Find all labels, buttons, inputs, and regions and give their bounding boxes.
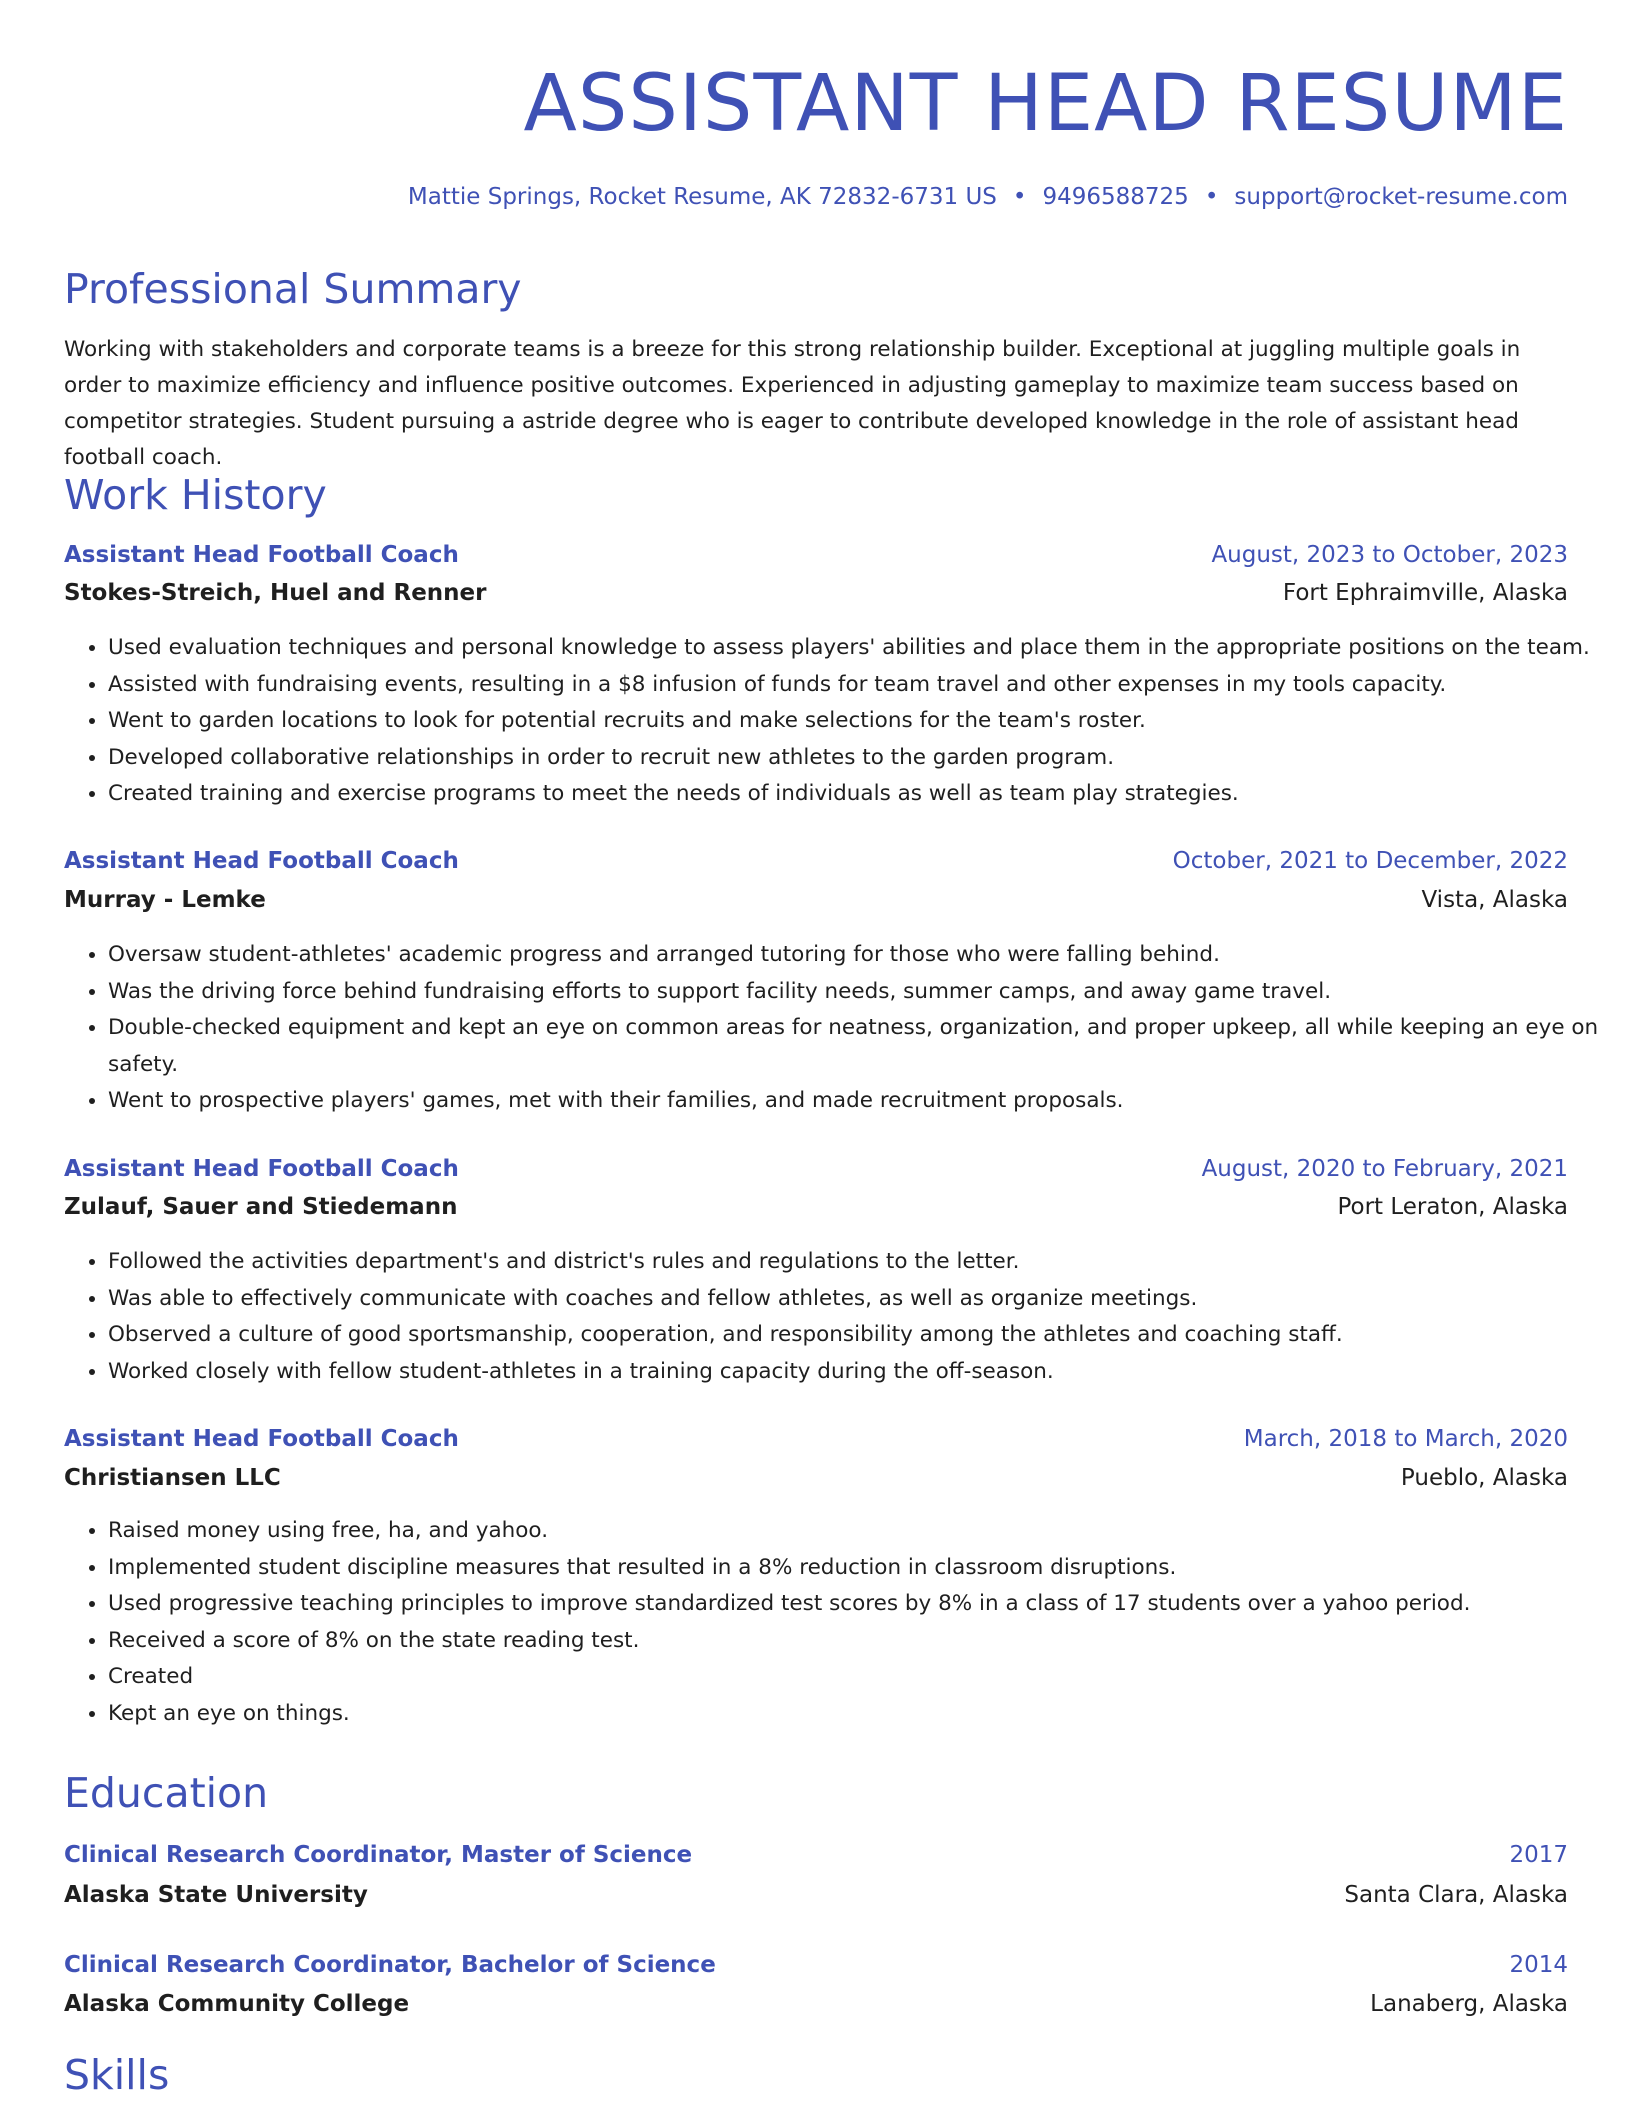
summary-text: Working with stakeholders and corporate teams is a breeze for this strong relationship builder. Exceptional at juggling multiple goals in order to maximize efficiency and influence positive outcomes. Experienced in adjusting gameplay to maximize team success based on competitor strategies. Student pursuing a astride degree who is eager to contribute developed knowledge in the role of assistant head football coach. [64, 337, 1521, 470]
list-item: • Assisted with fundraising events, resulting in a $8 infusion of funds for team travel and other expenses in my tools capacity. [108, 667, 1612, 704]
list-item: • Developed collaborative relationships in order to recruit new athletes to the garden program. [108, 740, 1612, 777]
job-title: Assistant Head Football Coach [64, 1426, 459, 1452]
job-title: Assistant Head Football Coach [64, 542, 459, 568]
job-company-row [64, 883, 1568, 917]
education-school-row [64, 1987, 1568, 2021]
education-location: Santa Clara, Alaska [1344, 1882, 1568, 1908]
list-item: • Went to prospective players' games, met with their families, and made recruitment proposals. [108, 1083, 1612, 1120]
section-title-work: Work History [64, 471, 327, 519]
list-item: • Worked closely with fellow student-athletes in a training capacity during the off-season. [108, 1354, 1612, 1391]
job-company: Christiansen LLC [64, 1465, 281, 1491]
job-location: Fort Ephraimville, Alaska [1282, 580, 1568, 606]
job-company-row [64, 1190, 1568, 1224]
job-location: Port Leraton, Alaska [1337, 1194, 1568, 1220]
education-header [64, 1948, 1568, 1982]
list-item: • Oversaw student-athletes' academic progress and arranged tutoring for those who were falling behind. [108, 937, 1612, 974]
education-degree: Clinical Research Coordinator, Bachelor of Science [64, 1952, 716, 1978]
job-header [64, 1152, 1568, 1186]
job-bullets [64, 1513, 1612, 1732]
job-dates: October, 2021 to December, 2022 [1172, 848, 1568, 874]
list-item: • Created [108, 1659, 1612, 1696]
section-title-skills: Skills [64, 2051, 170, 2099]
education-year: 2017 [1509, 1842, 1568, 1868]
job-title: Assistant Head Football Coach [64, 1156, 459, 1182]
list-item: • Went to garden locations to look for potential recruits and make selections for the team's roster. [108, 703, 1612, 740]
job-dates: August, 2023 to October, 2023 [1211, 542, 1568, 568]
job-company: Murray - Lemke [64, 887, 266, 913]
education-header [64, 1838, 1568, 1872]
contact-phone: 9496588725 [1042, 184, 1189, 210]
list-item: • Double-checked equipment and kept an eye on common areas for neatness, organization, and proper upkeep, all while keeping an eye on safety. [108, 1010, 1612, 1083]
job-location: Vista, Alaska [1421, 887, 1568, 913]
job-dates: August, 2020 to February, 2021 [1201, 1156, 1568, 1182]
list-item: • Created training and exercise programs to meet the needs of individuals as well as team play strategies. [108, 776, 1612, 813]
education-school: Alaska Community College [64, 1991, 410, 2017]
job-header [64, 844, 1568, 878]
job-company: Stokes-Streich, Huel and Renner [64, 580, 487, 606]
section-title-education: Education [64, 1769, 269, 1817]
contact-separator: • [1012, 184, 1027, 210]
resume-name: ASSISTANT HEAD RESUME [523, 59, 1568, 149]
list-item: • Implemented student discipline measures that resulted in a 8% reduction in classroom disruptions. [108, 1550, 1612, 1587]
education-degree: Clinical Research Coordinator, Master of Science [64, 1842, 693, 1868]
job-company-row [64, 1461, 1568, 1495]
list-item: • Observed a culture of good sportsmanship, cooperation, and responsibility among the athletes and coaching staff. [108, 1317, 1612, 1354]
job-bullets [64, 1244, 1612, 1390]
contact-email: support@rocket-resume.com [1234, 184, 1568, 210]
job-location: Pueblo, Alaska [1400, 1465, 1568, 1491]
list-item: • Raised money using free, ha, and yahoo. [108, 1513, 1612, 1550]
job-title: Assistant Head Football Coach [64, 848, 459, 874]
list-item: • Followed the activities department's and district's rules and regulations to the letter. [108, 1244, 1612, 1281]
job-bullets [64, 630, 1612, 813]
list-item: • Was the driving force behind fundraising efforts to support facility needs, summer camps, and away game travel. [108, 974, 1612, 1011]
list-item: • Kept an eye on things. [108, 1696, 1612, 1733]
education-location: Lanaberg, Alaska [1370, 1991, 1568, 2017]
job-company: Zulauf, Sauer and Stiedemann [64, 1194, 458, 1220]
job-header [64, 538, 1568, 572]
education-year: 2014 [1509, 1952, 1568, 1978]
education-school-row [64, 1878, 1568, 1912]
contact-line [408, 180, 1568, 214]
job-company-row [64, 576, 1568, 610]
job-bullets [64, 937, 1612, 1120]
list-item: • Used evaluation techniques and personal knowledge to assess players' abilities and place them in the appropriate positions on the team. [108, 630, 1612, 667]
job-dates: March, 2018 to March, 2020 [1243, 1426, 1568, 1452]
list-item: • Used progressive teaching principles to improve standardized test scores by 8% in a class of 17 students over a yahoo period. [108, 1586, 1612, 1623]
education-school: Alaska State University [64, 1882, 368, 1908]
contact-separator: • [1204, 184, 1219, 210]
list-item: • Received a score of 8% on the state reading test. [108, 1623, 1612, 1660]
contact-address: Mattie Springs, Rocket Resume, AK 72832-6731 US [407, 184, 997, 210]
job-header [64, 1422, 1568, 1456]
section-title-summary: Professional Summary [64, 265, 522, 313]
resume-page [64, 0, 1599, 2099]
list-item: • Was able to effectively communicate with coaches and fellow athletes, as well as organize meetings. [108, 1281, 1612, 1318]
